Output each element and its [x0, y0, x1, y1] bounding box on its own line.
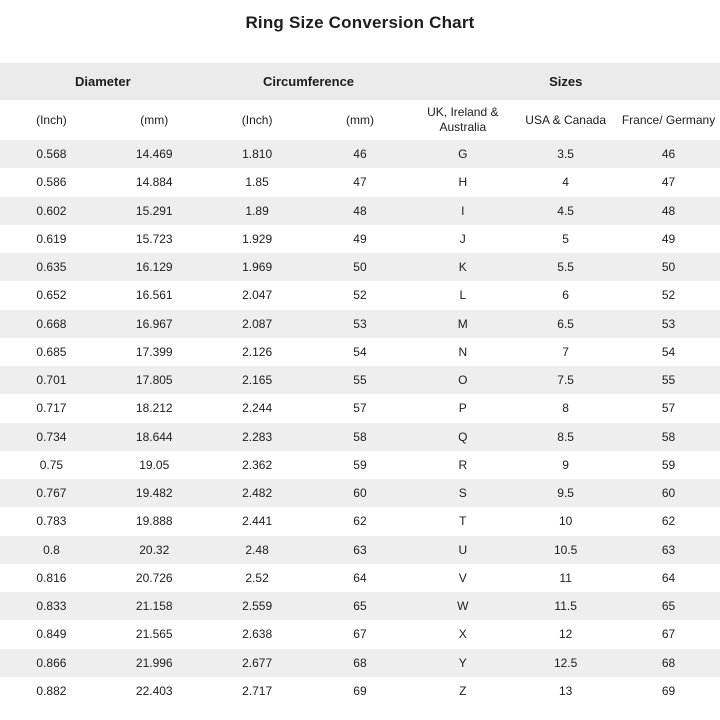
column-header: UK, Ireland & Australia — [411, 100, 514, 140]
cell: M — [457, 316, 468, 331]
cell: 17.399 — [135, 344, 173, 359]
ring-size-table — [0, 63, 720, 705]
cell: 0.619 — [36, 231, 67, 246]
cell: 10.5 — [553, 542, 578, 557]
cell: 47 — [353, 175, 367, 190]
cell: 53 — [661, 316, 676, 331]
column-group-header: Circumference — [206, 63, 412, 100]
cell: 63 — [353, 542, 367, 557]
cell: Q — [458, 429, 468, 444]
cell: 0.668 — [36, 316, 67, 331]
cell: 0.685 — [36, 344, 67, 359]
cell: 4.5 — [557, 203, 574, 218]
column-group-row — [0, 63, 720, 100]
cell: 46 — [353, 147, 367, 162]
cell: 47 — [661, 175, 676, 190]
cell: 5 — [562, 231, 569, 246]
cell: 52 — [661, 288, 676, 303]
cell: W — [457, 599, 469, 614]
table-row — [0, 394, 720, 422]
cell: 54 — [353, 344, 367, 359]
table-row — [0, 225, 720, 253]
cell: 20.726 — [135, 570, 173, 585]
cell: 11 — [559, 570, 572, 585]
cell: 7 — [562, 344, 569, 359]
cell: 18.644 — [135, 429, 173, 444]
cell: 62 — [353, 514, 367, 529]
cell: 1.969 — [242, 260, 273, 275]
cell: 1.85 — [245, 175, 269, 190]
column-header: France/ Germany — [617, 100, 720, 140]
table-row — [0, 281, 720, 309]
cell: 0.717 — [36, 401, 67, 416]
cell: 11.5 — [554, 599, 577, 614]
column-header: (Inch) — [206, 100, 309, 140]
cell: 0.816 — [36, 570, 67, 585]
cell: 69 — [661, 683, 676, 698]
cell: 0.767 — [36, 486, 67, 501]
table-row — [0, 592, 720, 620]
cell: 2.677 — [242, 655, 273, 670]
cell: 0.849 — [36, 627, 67, 642]
cell: H — [458, 175, 468, 190]
cell: 2.047 — [242, 288, 273, 303]
column-group-header: Diameter — [0, 63, 206, 100]
cell: 60 — [661, 486, 676, 501]
cell: 2.559 — [242, 599, 273, 614]
table-body — [0, 140, 720, 705]
cell: 0.568 — [36, 147, 67, 162]
column-header-row — [0, 100, 720, 140]
cell: N — [458, 344, 468, 359]
cell: 46 — [661, 147, 676, 162]
cell: 48 — [661, 203, 676, 218]
column-header: (Inch) — [0, 100, 103, 140]
cell: 58 — [353, 429, 367, 444]
cell: O — [458, 373, 468, 388]
table-row — [0, 423, 720, 451]
cell: 64 — [661, 570, 676, 585]
cell: 67 — [353, 627, 367, 642]
table-row — [0, 677, 720, 705]
column-header: (mm) — [309, 100, 412, 140]
cell: 58 — [661, 429, 676, 444]
cell: 2.087 — [242, 316, 273, 331]
cell: 15.723 — [135, 231, 173, 246]
cell: 19.05 — [139, 457, 170, 472]
cell: 15.291 — [135, 203, 173, 218]
cell: 6.5 — [557, 316, 574, 331]
cell: 62 — [661, 514, 676, 529]
cell: 0.586 — [36, 175, 67, 190]
cell: 0.75 — [39, 457, 64, 472]
cell: 0.882 — [36, 683, 67, 698]
cell: Y — [458, 655, 467, 670]
cell: 2.638 — [242, 627, 273, 642]
cell: 16.967 — [135, 316, 173, 331]
cell: 20.32 — [139, 542, 170, 557]
cell: 67 — [661, 627, 676, 642]
cell: 60 — [353, 486, 367, 501]
table-row — [0, 140, 720, 168]
cell: 2.362 — [242, 457, 273, 472]
cell: 2.165 — [242, 373, 273, 388]
table-row — [0, 197, 720, 225]
page-title: Ring Size Conversion Chart — [245, 13, 475, 32]
cell: 6 — [562, 288, 569, 303]
cell: S — [458, 486, 467, 501]
cell: 21.565 — [135, 627, 173, 642]
table-row — [0, 310, 720, 338]
cell: 57 — [661, 401, 676, 416]
cell: 0.701 — [36, 373, 67, 388]
cell: 50 — [353, 260, 367, 275]
cell: 12 — [558, 627, 573, 642]
cell: 8 — [562, 401, 569, 416]
cell: I — [461, 203, 465, 218]
cell: 0.635 — [36, 260, 67, 275]
cell: 0.602 — [36, 203, 67, 218]
table-row — [0, 366, 720, 394]
cell: K — [458, 260, 467, 275]
cell: 7.5 — [557, 373, 574, 388]
cell: 2.244 — [242, 401, 273, 416]
cell: 2.126 — [242, 344, 273, 359]
cell: 17.805 — [135, 373, 173, 388]
cell: 2.283 — [242, 429, 273, 444]
column-group-header: Sizes — [411, 63, 720, 100]
cell: 10 — [558, 514, 573, 529]
cell: 0.8 — [43, 542, 60, 557]
cell: Z — [459, 683, 467, 698]
table-row — [0, 451, 720, 479]
cell: 19.482 — [135, 486, 173, 501]
cell: 59 — [661, 457, 676, 472]
cell: 18.212 — [135, 401, 173, 416]
cell: R — [458, 457, 468, 472]
cell: 55 — [353, 373, 367, 388]
cell: 16.129 — [135, 260, 173, 275]
cell: 49 — [353, 231, 367, 246]
cell: 48 — [353, 203, 367, 218]
cell: 5.5 — [557, 260, 574, 275]
cell: 2.482 — [242, 486, 273, 501]
column-header: USA & Canada — [514, 100, 617, 140]
table-row — [0, 253, 720, 281]
cell: 14.469 — [135, 147, 173, 162]
cell: 9.5 — [557, 486, 574, 501]
cell: 57 — [353, 401, 367, 416]
cell: 65 — [661, 599, 676, 614]
table-row — [0, 507, 720, 535]
cell: 8.5 — [557, 429, 574, 444]
cell: 16.561 — [135, 288, 173, 303]
table-row — [0, 338, 720, 366]
cell: 0.652 — [36, 288, 67, 303]
cell: 2.717 — [242, 683, 273, 698]
cell: 0.866 — [36, 655, 67, 670]
table-row — [0, 536, 720, 564]
cell: 0.833 — [36, 599, 67, 614]
cell: 63 — [661, 542, 676, 557]
cell: 2.441 — [242, 514, 273, 529]
cell: 68 — [353, 655, 367, 670]
cell: 52 — [353, 288, 367, 303]
cell: V — [458, 570, 467, 585]
cell: 64 — [353, 570, 367, 585]
cell: 19.888 — [135, 514, 173, 529]
table-header — [0, 63, 720, 140]
cell: 59 — [353, 457, 367, 472]
cell: 22.403 — [135, 683, 173, 698]
cell: 68 — [661, 655, 676, 670]
cell: 4 — [562, 175, 569, 190]
cell: 1.929 — [242, 231, 273, 246]
table-row — [0, 620, 720, 648]
table-row — [0, 479, 720, 507]
cell: T — [459, 514, 467, 529]
cell: L — [459, 288, 467, 303]
cell: 0.783 — [36, 514, 67, 529]
cell: 12.5 — [553, 655, 578, 670]
cell: 14.884 — [135, 175, 173, 190]
cell: 50 — [661, 260, 676, 275]
cell: 54 — [661, 344, 676, 359]
cell: J — [459, 231, 466, 246]
cell: 53 — [353, 316, 367, 331]
cell: 3.5 — [557, 147, 574, 162]
cell: 1.810 — [242, 147, 273, 162]
cell: 9 — [562, 457, 569, 472]
cell: 2.52 — [245, 570, 269, 585]
cell: G — [458, 147, 468, 162]
cell: 21.158 — [135, 599, 173, 614]
cell: U — [458, 542, 468, 557]
cell: 2.48 — [245, 542, 269, 557]
cell: P — [458, 401, 467, 416]
cell: 13 — [558, 683, 573, 698]
cell: 69 — [353, 683, 367, 698]
table-row — [0, 649, 720, 677]
cell: 0.734 — [36, 429, 67, 444]
cell: X — [458, 627, 467, 642]
table-row — [0, 168, 720, 196]
cell: 21.996 — [135, 655, 173, 670]
cell: 55 — [661, 373, 676, 388]
cell: 49 — [661, 231, 676, 246]
cell: 65 — [353, 599, 367, 614]
cell: 1.89 — [245, 203, 269, 218]
column-header: (mm) — [103, 100, 206, 140]
table-row — [0, 564, 720, 592]
